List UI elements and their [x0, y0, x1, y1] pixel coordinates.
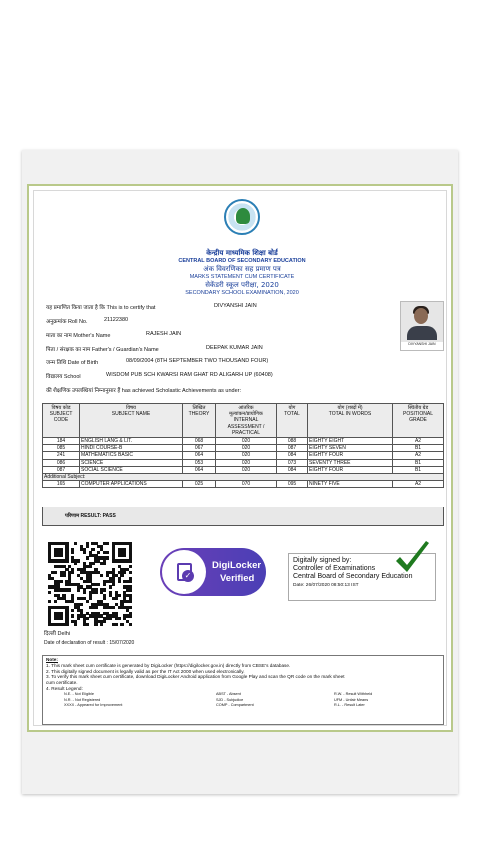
digilocker-label: DigiLocker	[212, 560, 262, 571]
achievement-label: की शैक्षणिक उपलब्धियां निम्नानुसार हैं has achieved Scholastic Achievements as under:	[46, 388, 242, 394]
board-name-hindi: केन्द्रीय माध्यमिक शिक्षा बोर्ड	[206, 249, 278, 257]
dob-value: 08/09/2004 (8TH SEPTEMBER TWO THOUSAND FOUR)	[126, 358, 269, 364]
col-total-words: योग (शब्दों में) TOTAL IN WORDS	[308, 404, 393, 438]
roll-label: अनुक्रमांक Roll No.	[46, 319, 88, 325]
digilocker-verified-badge	[160, 548, 266, 596]
board-name-english: CENTRAL BOARD OF SECONDARY EDUCATION	[178, 258, 306, 264]
table-row: 085 HINDI COURSE-B 067 020 087 EIGHTY SEVEN B1	[43, 445, 444, 452]
qr-code[interactable]	[48, 542, 132, 626]
viewer-background	[0, 0, 480, 150]
table-row: 086 SCIENCE 053 020 073 SEVENTY THREE B1	[43, 459, 444, 466]
verified-label: Verified	[220, 573, 255, 584]
table-row-additional: 165 COMPUTER APPLICATIONS 025 070 095 NINETY FIVE A2	[43, 481, 444, 488]
exam-name-english: SECONDARY SCHOOL EXAMINATION, 2020	[185, 290, 299, 296]
mother-label: माता का नाम Mother's Name	[46, 333, 111, 339]
school-label: विद्यालय School	[46, 374, 81, 380]
note-item: 1. This mark sheet cum certificate is generated by DigiLocker (https://digilocker.gov.in) directly from CBSE's database.	[46, 662, 291, 668]
document-title-english: MARKS STATEMENT CUM CERTIFICATE	[189, 274, 295, 280]
col-subject-name: विषय SUBJECT NAME	[80, 404, 183, 438]
checkmark-icon	[392, 539, 432, 579]
additional-subject-label: Additional Subject:	[43, 474, 444, 481]
col-grade: स्थितीय ग्रेड POSITIONAL GRADE	[393, 404, 444, 438]
notes-box	[42, 655, 444, 725]
note-item: cum certificate.	[46, 680, 78, 686]
signer-organisation: Central Board of Secondary Education	[293, 573, 413, 581]
certificate-inner-border	[33, 190, 447, 726]
exam-name-hindi: सेकेंडरी स्कूल परीक्षा, 2020	[205, 281, 279, 289]
father-label: पिता / संरक्षक का नाम Father's / Guardian's Name	[46, 347, 159, 353]
mother-name: RAJESH JAIN	[146, 331, 182, 337]
signature-date: Date: 26/07/2020 08:50:13 IST	[293, 582, 359, 588]
col-subject-code: विषय कोड SUBJECT CODE	[43, 404, 80, 438]
digilocker-logo-icon: ✓	[162, 550, 206, 594]
certify-label: यह प्रमाणित किया जाता है कि This is to certify that	[46, 305, 156, 311]
note-item: 2. This digitally signed document is legally valid as per the IT Act 2000 when used electronically.	[46, 668, 245, 674]
table-row: 087 SOCIAL SCIENCE 064 020 084 EIGHTY FOUR B1	[43, 466, 444, 473]
note-item: 3. To verify this mark sheet cum certificate, download DigiLocker Android application from Google Play and scan the QR code on the mark sheet	[46, 674, 345, 680]
result-banner: परिणाम RESULT: PASS	[42, 507, 444, 526]
col-theory: लिखित THEORY	[183, 404, 216, 438]
school-name: WISDOM PUB SCH KWARSI RAM GHAT RD ALIGARH UP (60408)	[106, 372, 273, 378]
document-title-hindi: अंक विवरणिका सह प्रमाण पत्र	[203, 265, 281, 273]
student-name: DIVYANSHI JAIN	[214, 303, 257, 309]
father-name: DEEPAK KUMAR JAIN	[206, 345, 263, 351]
legend-row: N.E. - Not Eligible ABST - Absent R.W. - Result Withheld	[64, 691, 373, 696]
marks-table-header	[43, 404, 444, 438]
signed-by-label: Digitally signed by:	[293, 557, 352, 564]
photo-caption: DIVYANSHI JAIN	[401, 342, 443, 350]
roll-number: 21122380	[104, 317, 129, 323]
legend-row: XXXX - Appeared for Improvement COMP - Compartment R.L. - Result Later	[64, 703, 365, 708]
student-photo	[400, 301, 444, 351]
table-row: 241 MATHEMATICS BASIC 064 020 084 EIGHTY FOUR A2	[43, 452, 444, 459]
signer-title: Controller of Examinations	[293, 565, 376, 573]
place-label: दिल्ली Delhi	[44, 631, 71, 637]
notes-title: Note:	[46, 657, 58, 662]
col-total: योग TOTAL	[277, 404, 308, 438]
cbse-logo	[224, 199, 260, 235]
table-row: 184 ENGLISH LANG & LIT. 068 020 088 EIGHTY EIGHT A2	[43, 438, 444, 445]
marks-table	[42, 403, 444, 488]
declaration-date: Date of declaration of result : 15/07/2020	[44, 640, 135, 646]
marks-certificate	[27, 184, 453, 732]
dob-label: जन्म तिथि Date of Birth	[46, 360, 99, 366]
col-internal: आंतरिक मूल्यांकन/प्रायोगिक INTERNAL ASSESSMENT / PRACTICAL	[216, 404, 277, 438]
legend-row: N.R. - Not Registered SJD - Subjudice UFM - Unfair Means	[64, 697, 369, 702]
note-item: 4. Result Legend:	[46, 685, 83, 691]
